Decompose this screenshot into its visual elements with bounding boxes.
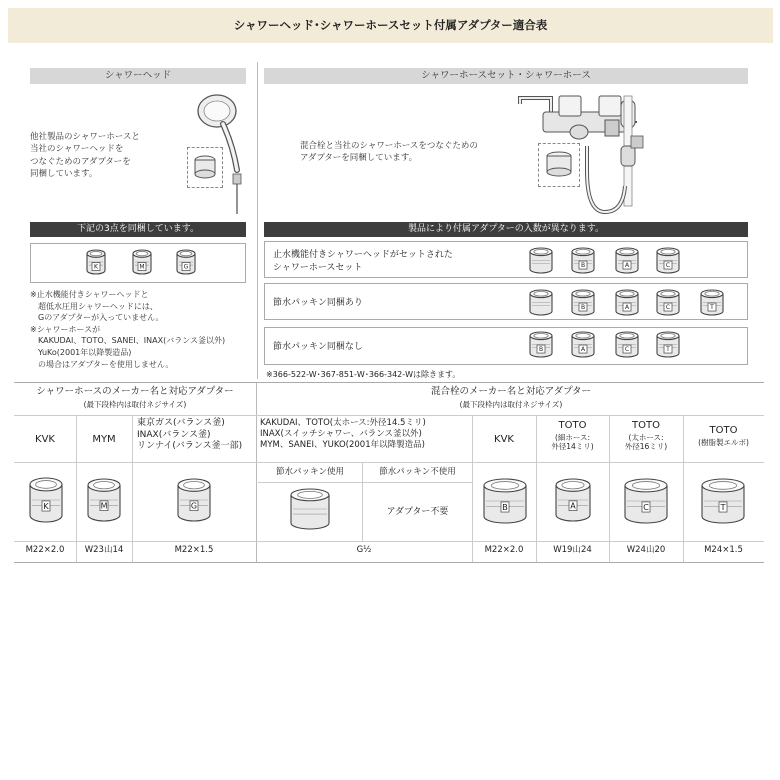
svg-text:C: C (643, 502, 649, 513)
left-table-sub: (最下段枠内は取付ネジサイズ) (83, 400, 187, 409)
packing-none: 節水パッキン不使用 (379, 467, 456, 477)
svg-text:C: C (624, 346, 630, 354)
svg-text:C: C (665, 262, 671, 270)
adapter-m-icon (132, 249, 152, 279)
row-3-adapter-t-icon (656, 331, 680, 362)
svg-text:T: T (720, 502, 726, 513)
page-title: シャワーヘッド･シャワーホースセット付属アダプター適合表 (8, 8, 773, 43)
row-2-adapter-plain-icon (529, 289, 553, 320)
no-adapter-text: アダプター不要 (386, 507, 449, 517)
size-kvk2: M22×2.0 (484, 545, 524, 555)
size-toto3: M24×1.5 (704, 545, 743, 555)
svg-text:M: M (139, 263, 145, 271)
packing-use: 節水パッキン使用 (276, 467, 344, 477)
table-adapter-a-icon (555, 478, 591, 526)
svg-text:A: A (624, 262, 630, 270)
shower-head-header: シャワーヘッド (30, 68, 246, 84)
table-adapter-b-icon (483, 478, 527, 528)
adapter-k-icon (86, 249, 106, 279)
table-adapter-m-icon (87, 478, 121, 526)
table-adapter-c-icon (624, 478, 668, 528)
hose-adapter-icon (545, 151, 573, 179)
adapter-g-icon (176, 249, 196, 279)
col-mym: MYM (92, 434, 116, 445)
svg-text:G: G (190, 501, 198, 511)
svg-text:B: B (580, 304, 586, 312)
shower-hose-header: シャワーホースセット・シャワーホース (264, 68, 748, 84)
packing-sub-rule (258, 482, 472, 483)
header-rule (14, 415, 764, 416)
table-section-divider (256, 383, 257, 563)
packing-rule (258, 462, 472, 463)
svg-text:K: K (43, 501, 49, 512)
left-table-header: シャワーホースのメーカー名と対応アダプター (36, 386, 234, 397)
svg-text:A: A (580, 346, 586, 354)
row-1-adapter-b-icon (571, 247, 595, 278)
col-toto1: TOTO (細ホース: 外径14ミリ) (551, 420, 594, 451)
svg-text:T: T (710, 304, 714, 312)
svg-text:A: A (624, 304, 630, 312)
row-label-2: 節水パッキン同梱あり (273, 298, 363, 308)
shower-hose-description: 混合栓と当社のシャワーホースをつなぐための アダプターを同梱しています。 (300, 141, 478, 164)
shower-head-description: 他社製品のシャワーホースと 当社のシャワーヘッドを つなぐためのアダプターを 同梱しています。 (30, 132, 140, 179)
svg-text:T: T (666, 346, 670, 354)
row-2-adapter-c-icon (656, 289, 680, 320)
size-half: G½ (356, 545, 372, 555)
row-1-adapter-c-icon (656, 247, 680, 278)
row-3-adapter-a-icon (571, 331, 595, 362)
svg-text:A: A (570, 501, 576, 511)
size-kvk: M22×2.0 (25, 545, 65, 555)
table-adapter-t-icon (701, 478, 745, 528)
adapter-icon (193, 155, 217, 181)
table-adapter-g-half-icon (290, 488, 330, 534)
size-toto1: W19山24 (553, 545, 592, 555)
col-kvk: KVK (35, 434, 55, 445)
row-label-3: 節水パッキン同梱なし (273, 342, 363, 352)
col-toto3: TOTO (樹脂製エルボ) (698, 425, 749, 447)
row-1-adapter-plain-icon (529, 247, 553, 278)
size-g: M22×1.5 (174, 545, 214, 555)
table-bottom-rule (14, 562, 764, 563)
size-row-rule (14, 541, 764, 542)
table-top-rule (14, 382, 764, 383)
size-mym: W23山14 (84, 545, 124, 555)
right-footnote: ※366-522-W･367-851-W･366-342-Wは除きます。 (266, 370, 461, 379)
bundle-bar: 下記の3点を同梱しています。 (30, 222, 246, 237)
svg-text:K: K (94, 263, 98, 271)
col-kakudai: KAKUDAI、TOTO(太ホース:外径14.5ミリ) INAX(スイッチシャワー、バランス釜以外) MYM、SANEI、YUKO(2001年以降製造品) (260, 418, 426, 451)
row-1-adapter-a-icon (615, 247, 639, 278)
row-3-adapter-b-icon (529, 331, 553, 362)
col-kvk2: KVK (494, 434, 514, 445)
row-2-adapter-a-icon (615, 289, 639, 320)
row-label-1: 止水機能付きシャワーヘッドがセットされた シャワーホースセット (273, 250, 453, 273)
count-bar: 製品により付属アダプターの入数が異なります。 (264, 222, 748, 237)
row-2-adapter-t-icon (700, 289, 724, 320)
row-2-adapter-b-icon (571, 289, 595, 320)
svg-text:C: C (665, 304, 671, 312)
col-gas: 東京ガス(バランス釜) INAX(バランス釜) リンナイ(バランス釜一部) (137, 418, 243, 452)
right-table-sub: (最下段枠内は取付ネジサイズ) (459, 400, 563, 409)
left-notes: ※止水機能付きシャワーヘッドと 超低水圧用シャワーヘッドには、 Gのアダプターが入っていません。 ※シャワーホースが KAKUDAI、TOTO、SANEI、INAX(バランス釜以外) YuKo(2001年以降製造品) の場合はアダプターを使用しません。 (30, 290, 226, 369)
svg-text:M: M (100, 501, 108, 511)
col-toto2: TOTO (太ホース: 外径16ミリ) (624, 420, 668, 451)
svg-text:G: G (183, 263, 189, 271)
size-toto2: W24山20 (626, 545, 666, 555)
svg-text:B: B (502, 502, 508, 513)
table-adapter-g-icon (177, 478, 211, 526)
svg-text:B: B (538, 346, 544, 354)
table-adapter-k-icon (29, 477, 63, 527)
panel-divider (257, 62, 258, 379)
row-3-adapter-c-icon (615, 331, 639, 362)
right-table-header: 混合栓のメーカー名と対応アダプター (431, 386, 591, 397)
svg-text:B: B (580, 262, 586, 270)
